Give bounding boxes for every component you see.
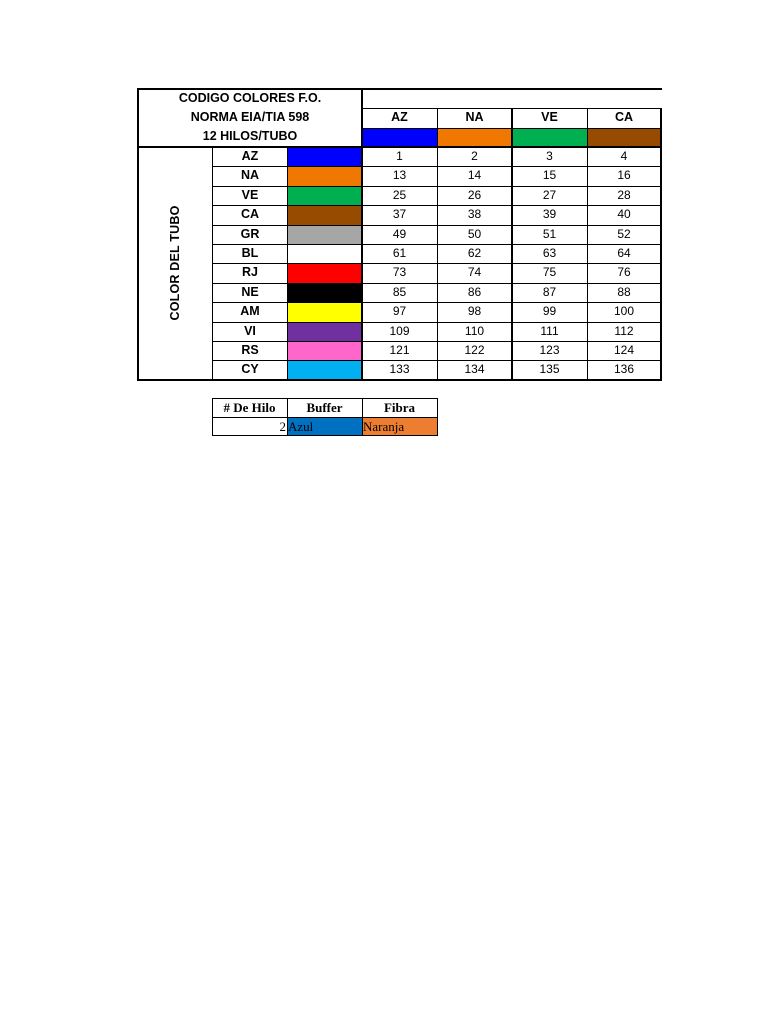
fiber-column-swatch-na (438, 129, 512, 147)
fiber-column-swatch-ca (588, 129, 661, 147)
grid-line (137, 379, 662, 381)
tube-row-swatch-na (288, 167, 362, 185)
fiber-number-cell: 75 (542, 265, 557, 280)
fiber-number-cell: 16 (617, 168, 631, 183)
tube-row-swatch-bl (288, 245, 362, 263)
grid-line (212, 166, 662, 167)
fiber-number-cell: 51 (542, 226, 557, 241)
tube-row-label-bl: BL (241, 246, 259, 260)
fiber-number-cell: 136 (613, 362, 635, 377)
fiber-number-cell: 109 (389, 323, 410, 338)
fiber-number-cell: 99 (542, 304, 557, 319)
fiber-number-cell: 49 (392, 226, 407, 241)
tube-row-label-rj: RJ (242, 265, 258, 280)
fiber-number-cell: 76 (617, 265, 631, 280)
fiber-number-cell: 39 (542, 207, 557, 222)
fiber-number-cell: 27 (542, 187, 557, 202)
grid-line (137, 88, 139, 381)
fiber-number-cell: 97 (392, 304, 407, 319)
fiber-number-cell: 112 (614, 323, 634, 338)
fiber-number-cell: 14 (467, 168, 482, 183)
lookup-hilo-input[interactable]: 2 (279, 419, 286, 434)
tube-row-label-am: AM (240, 304, 260, 319)
tube-row-label-vi: VI (244, 323, 256, 338)
tube-row-label-cy: CY (241, 362, 259, 377)
lookup-buffer-value: Azul (287, 417, 362, 436)
fiber-number-cell: 28 (617, 187, 631, 202)
tube-row-label-rs: RS (241, 343, 259, 357)
fiber-number-cell: 85 (392, 284, 407, 299)
grid-line (212, 322, 662, 323)
fiber-number-cell: 15 (542, 168, 557, 183)
fiber-column-header-ca: CA (614, 110, 634, 124)
tube-row-swatch-rj (288, 264, 362, 282)
fiber-number-cell: 38 (467, 207, 482, 222)
tube-row-label-ve: VE (241, 187, 259, 202)
fiber-number-cell: 111 (540, 323, 559, 338)
tube-row-label-az: AZ (241, 149, 259, 163)
fiber-number-cell: 100 (613, 304, 635, 319)
tube-row-label-ne: NE (241, 284, 259, 299)
fiber-column-swatch-ve (513, 129, 587, 147)
tube-row-label-na: NA (240, 168, 260, 183)
fiber-number-cell: 87 (542, 284, 557, 299)
grid-line (212, 186, 662, 187)
fiber-number-cell: 37 (392, 207, 407, 222)
fiber-number-cell: 135 (539, 362, 560, 377)
tube-row-swatch-ve (288, 187, 362, 205)
lookup-header-buffer: Buffer (306, 400, 343, 415)
grid-line (212, 244, 662, 245)
fiber-number-cell: 122 (464, 343, 485, 357)
fiber-number-cell: 50 (467, 226, 482, 241)
fiber-number-cell: 25 (392, 187, 407, 202)
fiber-number-cell: 64 (617, 246, 631, 260)
table-title-line-2: NORMA EIA/TIA 598 (190, 110, 310, 124)
grid-line (137, 88, 662, 90)
fiber-number-cell: 13 (392, 168, 407, 183)
tube-row-label-gr: GR (240, 226, 260, 241)
fiber-number-cell: 26 (467, 187, 482, 202)
fiber-number-cell: 74 (467, 265, 482, 280)
fiber-number-cell: 2 (471, 149, 478, 163)
fiber-number-cell: 121 (389, 343, 410, 357)
tube-row-label-ca: CA (240, 207, 260, 222)
fiber-number-cell: 63 (542, 246, 557, 260)
fiber-number-cell: 61 (392, 246, 407, 260)
fiber-number-cell: 123 (539, 343, 560, 357)
fiber-column-header-ve: VE (541, 110, 558, 124)
fiber-number-cell: 88 (617, 284, 631, 299)
grid-line (212, 225, 662, 226)
fiber-number-cell: 1 (396, 149, 403, 163)
fiber-number-cell: 98 (467, 304, 482, 319)
fiber-number-cell: 86 (467, 284, 482, 299)
grid-line (212, 360, 662, 361)
fiber-number-cell: 3 (546, 149, 553, 163)
grid-line (212, 263, 662, 264)
fiber-column-header-az: AZ (391, 110, 408, 124)
grid-line (212, 302, 662, 303)
fiber-number-cell: 73 (392, 265, 407, 280)
table-title-line-1: CODIGO COLORES F.O. (178, 91, 322, 105)
fiber-column-swatch-az (363, 129, 437, 147)
lookup-fibra-value: Naranja (362, 417, 437, 436)
grid-line (212, 341, 662, 342)
fiber-number-cell: 133 (389, 362, 410, 377)
tube-row-swatch-cy (288, 361, 362, 379)
tube-row-swatch-rs (288, 342, 362, 360)
fiber-number-cell: 4 (620, 149, 628, 163)
tube-row-swatch-az (288, 148, 362, 166)
fiber-number-cell: 134 (464, 362, 485, 377)
lookup-header-fibra: Fibra (383, 400, 416, 415)
fiber-number-cell: 52 (617, 226, 631, 241)
tube-row-swatch-ne (288, 284, 362, 302)
fiber-number-cell: 110 (464, 323, 485, 338)
fiber-number-cell: 124 (613, 343, 635, 357)
tube-row-swatch-ca (288, 206, 362, 224)
tube-row-swatch-gr (288, 226, 362, 244)
fiber-column-header-na: NA (465, 110, 484, 124)
tube-row-swatch-am (288, 303, 362, 321)
table-title-line-3: 12 HILOS/TUBO (202, 129, 298, 143)
grid-line (212, 205, 662, 206)
grid-line (137, 146, 362, 148)
grid-line (212, 283, 662, 284)
tube-row-swatch-vi (288, 323, 362, 341)
fiber-number-cell: 62 (467, 246, 482, 260)
lookup-header-hilo: # De Hilo (223, 400, 276, 415)
fiber-number-cell: 40 (617, 207, 631, 222)
tube-color-axis-text: COLOR DEL TUBO (168, 205, 182, 321)
